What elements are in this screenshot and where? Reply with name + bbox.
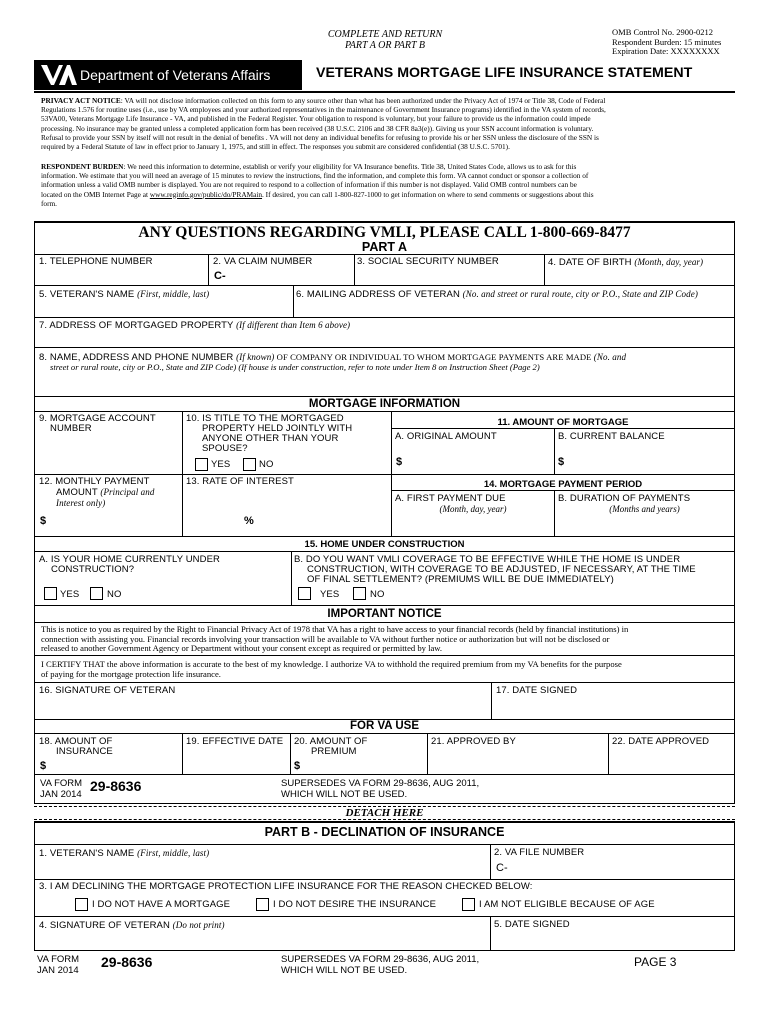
privacy-line: 53VA00, Veterans Mortgage Life Insurance - VA, and published in the Federal Register. Your obligation to respond is voluntary, but your failure to provide us the information could impede — [41, 114, 591, 124]
privacy-line: : VA will not disclose information collected on this form to any source other than what has been authorized under the Privacy Act of 1974 or Title 38, Code of Federal — [120, 96, 606, 105]
no-mortgage-checkbox[interactable] — [75, 898, 88, 911]
privacy-act-notice — [41, 96, 735, 151]
under-construction-yes-label: YES — [60, 589, 80, 600]
footer-a-form-number: 29-8636 — [90, 778, 142, 794]
date-of-birth-label: 4. DATE OF BIRTH — [548, 257, 632, 268]
mortgage-holder-label: 8. NAME, ADDRESS AND PHONE NUMBER — [39, 352, 234, 363]
footer-b-supersedes — [281, 955, 479, 976]
vmli-construction-coverage-label — [294, 555, 696, 585]
first-payment-due-label: A. FIRST PAYMENT DUE — [395, 493, 506, 504]
part-b-veteran-name-label: 1. VETERAN'S NAME — [39, 848, 135, 859]
not-eligible-age-label: I AM NOT ELIGIBLE BECAUSE OF AGE — [479, 899, 655, 910]
under-construction-no-checkbox[interactable] — [90, 587, 103, 600]
original-amount-dollar: $ — [396, 456, 403, 468]
first-payment-due-hint: (Month, day, year) — [439, 504, 507, 514]
part-b-signature-field[interactable] — [36, 931, 488, 949]
va-claim-number-field[interactable] — [230, 268, 352, 284]
no-desire-label: I DO NOT DESIRE THE INSURANCE — [273, 899, 437, 910]
expiration-date: Expiration Date: XXXXXXXX — [612, 46, 720, 56]
respondent-burden-notice — [41, 162, 735, 208]
rate-percent-sign: % — [244, 515, 254, 527]
mortgage-holder-hint-2: (No. and — [593, 352, 627, 362]
financial-privacy-line: connection with assisting you. Financial records involving your transaction will be available to VA without further notice or authorization but will not be disclosed or — [41, 633, 610, 644]
footer-a-supersedes-line1: SUPERSEDES VA FORM 29-8636, AUG 2011, — [281, 778, 480, 789]
payment-duration-field[interactable] — [556, 515, 733, 535]
vmli-coverage-yes-label: YES — [320, 589, 340, 600]
title-joint-label — [186, 414, 352, 454]
pra-link[interactable]: www.reginfo.gov/public/do/PRAMain — [149, 189, 263, 199]
return-instructions-line2: PART A OR PART B — [344, 40, 426, 51]
insurance-amount-label-line2: INSURANCE — [56, 746, 113, 757]
insurance-amount-dollar: $ — [40, 760, 47, 772]
return-instructions — [300, 29, 470, 51]
monthly-payment-label-line2: AMOUNT — [56, 487, 98, 498]
date-approved-label: 22. DATE APPROVED — [612, 736, 710, 747]
footer-b-form-number: 29-8636 — [101, 954, 153, 970]
part-b-veteran-name-hint: (First, middle, last) — [137, 848, 210, 858]
privacy-line: Refusal to provide your SSN by itself will not result in the denial of benefits . VA will not deny an individual benefits for refusing to provide his or her SSN unless the disclosure of the SSN is — [41, 132, 599, 142]
agency-logo-bar — [34, 60, 302, 90]
certification-line: of paying for the mortgage protection life insurance. — [41, 668, 221, 679]
burden-line: located on the OMB Internet Page at — [41, 189, 150, 199]
part-b-signature-label: 4. SIGNATURE OF VETERAN — [39, 920, 170, 931]
va-use-title: FOR VA USE — [349, 720, 419, 732]
effective-date-label: 19. EFFECTIVE DATE — [186, 736, 284, 747]
original-amount-field[interactable] — [406, 444, 552, 472]
mortgage-account-field[interactable] — [36, 437, 181, 473]
part-a-title: PART A — [361, 240, 408, 254]
current-balance-dollar: $ — [558, 456, 565, 468]
rate-of-interest-field[interactable] — [184, 490, 272, 534]
vmli-coverage-no-checkbox[interactable] — [353, 587, 366, 600]
original-amount-label: A. ORIGINAL AMOUNT — [395, 431, 497, 442]
agency-name: Department of Veterans Affairs — [80, 67, 271, 83]
mortgage-info-title: MORTGAGE INFORMATION — [308, 398, 461, 410]
detach-line — [34, 819, 735, 820]
certification-statement — [41, 660, 622, 679]
veteran-name-hint: (First, middle, last) — [137, 289, 210, 299]
certification-line: I CERTIFY THAT the above information is accurate to the best of my knowledge. I authorize VA to withhold the required premium from my VA benefits for the purpose — [41, 659, 622, 669]
burden-line: form. — [41, 198, 58, 208]
title-joint-label-line3: ANYONE OTHER THAN YOUR — [202, 433, 339, 444]
premium-amount-dollar: $ — [294, 760, 301, 772]
part-b-title: PART B - DECLINATION OF INSURANCE — [264, 825, 505, 839]
important-notice-title: IMPORTANT NOTICE — [327, 608, 442, 620]
under-construction-no-label: NO — [107, 589, 122, 600]
insurance-amount-label-line1: 18. AMOUNT OF — [39, 736, 113, 747]
declination-reason-label: 3. I AM DECLINING THE MORTGAGE PROTECTION LIFE INSURANCE FOR THE REASON CHECKED BELOW: — [39, 881, 533, 892]
footer-a-form-id — [40, 779, 82, 800]
title-joint-yes-checkbox[interactable] — [195, 458, 208, 471]
return-instructions-line1: COMPLETE AND RETURN — [327, 29, 443, 40]
omb-info — [612, 28, 721, 57]
veteran-signature-field[interactable] — [36, 697, 489, 718]
mortgaged-property-label: 7. ADDRESS OF MORTGAGED PROPERTY — [39, 320, 234, 331]
current-balance-label: B. CURRENT BALANCE — [558, 431, 665, 442]
financial-privacy-line: released to another Government Agency or Department without your consent except as required or permitted by law. — [41, 643, 443, 654]
payment-duration-label: B. DURATION OF PAYMENTS — [558, 493, 691, 504]
mortgaged-property-field[interactable] — [36, 331, 733, 347]
vmli-coverage-yes-checkbox[interactable] — [298, 587, 311, 600]
footer-a-supersedes — [281, 779, 479, 800]
under-construction-label-line2: CONSTRUCTION? — [51, 564, 135, 575]
footer-b-form-id — [37, 955, 79, 976]
burden-line: information unless a valid OMB number is displayed. You are not required to respond to a collection of information if this number is not displayed. Valid OMB control numbers can be — [41, 180, 577, 190]
mortgage-account-label-line1: 9. MORTGAGE ACCOUNT — [39, 413, 156, 424]
mailing-address-label: 6. MAILING ADDRESS OF VETERAN — [296, 289, 460, 300]
va-file-number-label: 2. VA FILE NUMBER — [494, 847, 585, 858]
mortgage-account-label — [39, 414, 156, 434]
payment-duration-hint: (Months and years) — [609, 504, 680, 514]
part-b-date-signed-field[interactable] — [492, 931, 732, 949]
current-balance-field[interactable] — [568, 444, 733, 472]
omb-control-number: OMB Control No. 2900-0212 — [612, 27, 714, 37]
rate-of-interest-label: 13. RATE OF INTEREST — [186, 476, 294, 487]
mortgage-holder-hint: (If known) — [236, 352, 275, 362]
monthly-payment-label-line1: 12. MONTHLY PAYMENT — [39, 476, 150, 487]
monthly-payment-hint-2: Interest only) — [56, 498, 106, 508]
title-joint-no-checkbox[interactable] — [243, 458, 256, 471]
privacy-line: required by a Federal Statute of law in effect prior to January 1, 1975, and still in effect. The responses you submit are considered confidential (38 U.S.C. 5701). — [41, 142, 510, 152]
mailing-address-hint: (No. and street or rural route, city or P.O., State and ZIP Code) — [462, 289, 698, 299]
va-file-number-prefix: C- — [496, 862, 508, 874]
payment-period-title: 14. MORTGAGE PAYMENT PERIOD — [483, 479, 643, 490]
monthly-payment-dollar: $ — [40, 515, 47, 527]
veteran-name-label: 5. VETERAN'S NAME — [39, 289, 135, 300]
va-claim-prefix: C- — [214, 270, 226, 282]
monthly-payment-label — [39, 477, 155, 508]
footer-a-supersedes-line2: WHICH WILL NOT BE USED. — [281, 788, 408, 800]
vmli-coverage-label-line2: CONSTRUCTION, WITH COVERAGE TO BE ADJUSTED, IF NECESSARY, AT THE TIME — [307, 564, 696, 575]
not-eligible-age-checkbox[interactable] — [462, 898, 475, 911]
title-joint-yes-label: YES — [211, 459, 231, 470]
approved-by-label: 21. APPROVED BY — [431, 736, 516, 747]
questions-banner: ANY QUESTIONS REGARDING VMLI, PLEASE CALL 1-800-669-8477 — [138, 224, 631, 241]
mortgage-holder-hint-line2: street or rural route, city or P.O., State and ZIP Code) (If house is under construction, refer to note under Item 8 on Instruction Sheet (Page 2) — [50, 362, 540, 372]
form-title: VETERANS MORTGAGE LIFE INSURANCE STATEMENT — [316, 65, 693, 81]
ssn-label: 3. SOCIAL SECURITY NUMBER — [357, 256, 499, 267]
financial-privacy-line: This is notice to you as required by the Right to Financial Privacy Act of 1978 that VA has a right to have access to your financial records (held by financial institutions) in — [41, 624, 629, 634]
footer-b-supersedes-line1: SUPERSEDES VA FORM 29-8636, AUG 2011, — [281, 954, 480, 965]
premium-amount-label-line1: 20. AMOUNT OF — [294, 736, 368, 747]
premium-amount-label-line2: PREMIUM — [311, 746, 357, 757]
mortgage-account-label-line2: NUMBER — [50, 423, 92, 434]
date-of-birth-hint: (Month, day, year) — [634, 257, 704, 267]
home-construction-title: 15. HOME UNDER CONSTRUCTION — [304, 539, 465, 550]
date-signed-field[interactable] — [493, 697, 733, 718]
detach-here-label: DETACH HERE — [345, 807, 424, 819]
burden-line: . If desired, you can call 1-800-827-1000 to get information on where to send comments or suggestions about this — [262, 189, 594, 199]
burden-label: RESPONDENT BURDEN — [41, 162, 124, 171]
burden-line: : We need this information to determine, establish or verify your eligibility for VA Insurance benefits. Title 38, United States Code, allows us to ask for this — [123, 162, 577, 171]
date-signed-label: 17. DATE SIGNED — [496, 685, 578, 696]
header-rule — [34, 91, 735, 93]
ssn-field[interactable] — [356, 268, 543, 284]
telephone-number-field[interactable] — [36, 268, 207, 284]
part-b-signature-hint: (Do not print) — [172, 920, 225, 930]
va-file-number-field[interactable] — [510, 859, 732, 878]
no-mortgage-label: I DO NOT HAVE A MORTGAGE — [92, 899, 231, 910]
vmli-coverage-no-label: NO — [370, 589, 385, 600]
vmli-coverage-label-line3: OF FINAL SETTLEMENT? (PREMIUMS WILL BE DUE IMMEDIATELY) — [307, 574, 614, 585]
no-desire-checkbox[interactable] — [256, 898, 269, 911]
title-joint-no-label: NO — [259, 459, 274, 470]
burden-line: information. We estimate that you will need an average of 15 minutes to review the instructions, find the information, and complete this form. VA cannot conduct or sponsor a collection of — [41, 171, 589, 181]
footer-a-date: JAN 2014 — [40, 788, 82, 800]
insurance-amount-label — [39, 737, 113, 757]
title-joint-label-line4: SPOUSE? — [202, 443, 248, 454]
amount-of-mortgage-title: 11. AMOUNT OF MORTGAGE — [497, 417, 629, 428]
page-number: PAGE 3 — [634, 955, 677, 969]
veteran-name-field[interactable] — [36, 300, 291, 316]
respondent-burden-time: Respondent Burden: 15 minutes — [612, 36, 722, 47]
mortgage-holder-field[interactable] — [36, 374, 733, 396]
premium-amount-label — [294, 737, 367, 757]
footer-b-date: JAN 2014 — [37, 964, 79, 976]
under-construction-label — [39, 555, 220, 575]
title-joint-label-line1: 10. IS TITLE TO THE MORTGAGED — [186, 413, 344, 424]
footer-a-va-form: VA FORM — [40, 778, 83, 789]
veteran-signature-label: 16. SIGNATURE OF VETERAN — [39, 685, 176, 696]
privacy-label: PRIVACY ACT NOTICE — [41, 96, 121, 105]
va-seal-icon — [39, 63, 77, 87]
vmli-coverage-label-line1: B. DO YOU WANT VMLI COVERAGE TO BE EFFECTIVE WHILE THE HOME IS UNDER — [294, 554, 681, 565]
financial-privacy-notice — [41, 625, 628, 654]
under-construction-yes-checkbox[interactable] — [44, 587, 57, 600]
title-joint-label-line2: PROPERTY HELD JOINTLY WITH — [202, 423, 353, 434]
first-payment-due-field[interactable] — [393, 515, 553, 535]
mailing-address-field[interactable] — [295, 300, 733, 316]
under-construction-label-line1: A. IS YOUR HOME CURRENTLY UNDER — [39, 554, 220, 565]
privacy-line: processing. No insurance may be granted unless a completed application form has been received (38 U.S.C. 2106 and 38 CFR 8a3(e)). Giving us your SSN account information is voluntary. — [41, 123, 594, 133]
telephone-number-label: 1. TELEPHONE NUMBER — [39, 256, 153, 267]
mortgaged-property-hint: (If different than Item 6 above) — [236, 320, 351, 330]
date-of-birth-field[interactable] — [546, 268, 733, 284]
va-claim-number-label: 2. VA CLAIM NUMBER — [213, 256, 313, 267]
footer-b-va-form: VA FORM — [37, 954, 80, 965]
footer-b-supersedes-line2: WHICH WILL NOT BE USED. — [281, 964, 408, 976]
privacy-line: Regulations 1.576 for routine uses (i.e., use by VA employees and your authorized representatives in the maintenance of Government Insurance programs) identified in the VA system of records, — [41, 105, 606, 115]
monthly-payment-hint-1: (Principal and — [100, 487, 155, 497]
part-b-veteran-name-field[interactable] — [36, 859, 488, 878]
mortgage-holder-label-mid: OF COMPANY OR INDIVIDUAL TO WHOM MORTGAGE PAYMENTS ARE MADE — [274, 352, 594, 362]
part-b-date-signed-label: 5. DATE SIGNED — [494, 919, 570, 930]
monthly-payment-field[interactable] — [50, 508, 180, 535]
